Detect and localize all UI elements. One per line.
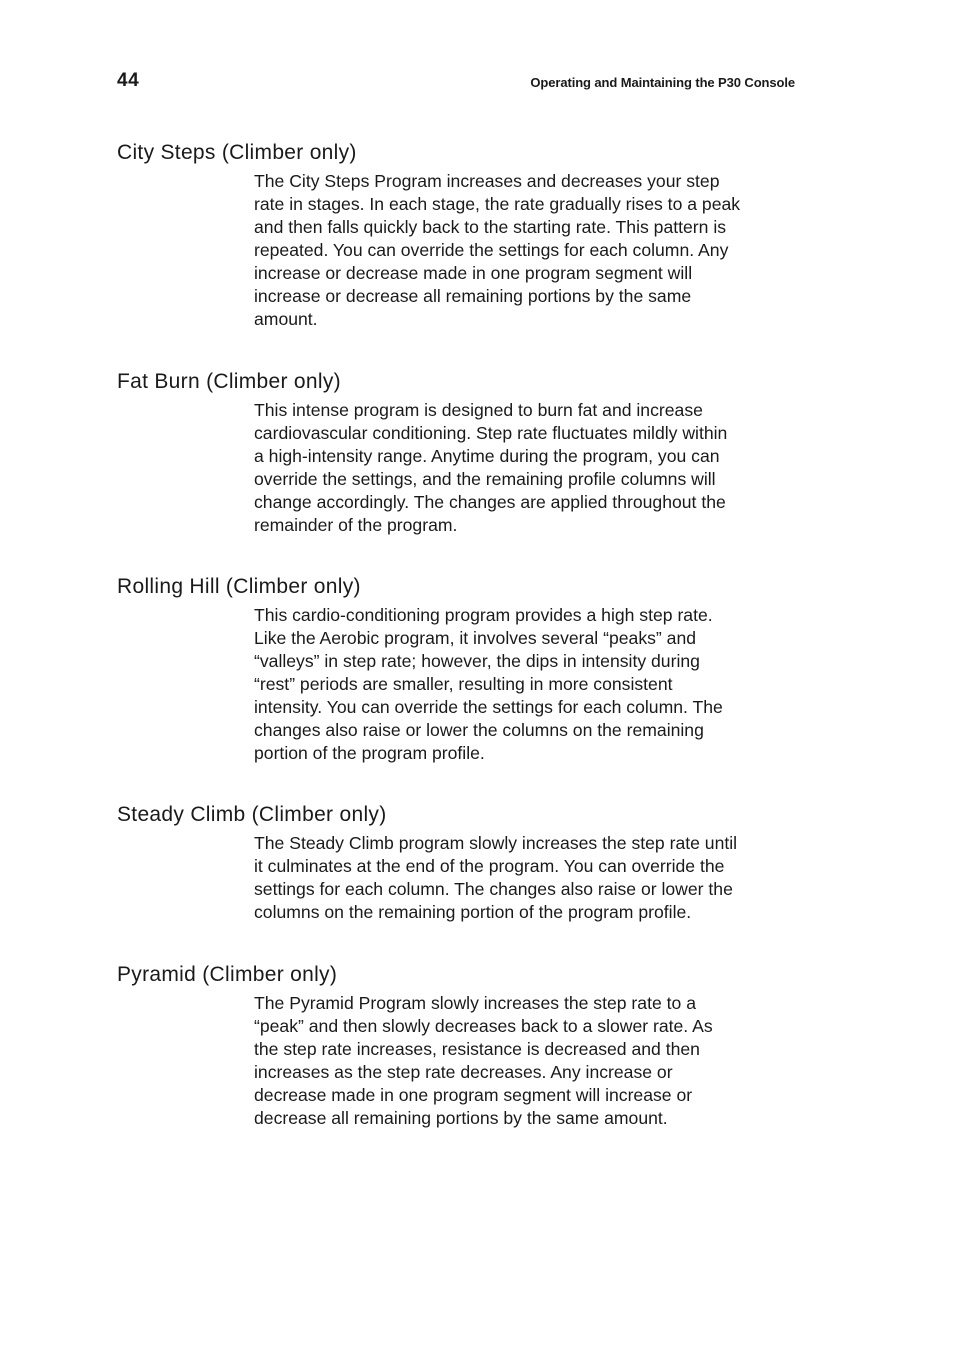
section-pyramid — [117, 962, 807, 1130]
body-line: remainder of the program. — [254, 515, 458, 535]
section-heading: City Steps (Climber only) — [117, 141, 357, 164]
body-line: increases as the step rate decreases. Any increase or — [254, 1062, 673, 1082]
body-line: “rest” periods are smaller, resulting in more consistent — [254, 674, 673, 694]
body-line: columns on the remaining portion of the program profile. — [254, 902, 692, 922]
body-line: The City Steps Program increases and decreases your step — [254, 171, 720, 191]
running-header: Operating and Maintaining the P30 Console — [530, 75, 795, 90]
body-line: change accordingly. The changes are applied throughout the — [254, 492, 726, 512]
body-line: it culminates at the end of the program. You can override the — [254, 856, 725, 876]
section-rolling-hill — [117, 574, 807, 765]
section-steady-climb — [117, 802, 807, 924]
body-line: portion of the program profile. — [254, 743, 485, 763]
body-line: decrease all remaining portions by the same amount. — [254, 1108, 668, 1128]
section-heading: Fat Burn (Climber only) — [117, 370, 341, 393]
body-line: and then falls quickly back to the starting rate. This pattern is — [254, 217, 727, 237]
body-line: rate in stages. In each stage, the rate gradually rises to a peak — [254, 194, 741, 214]
body-line: amount. — [254, 309, 318, 329]
body-line: This intense program is designed to burn fat and increase — [254, 400, 703, 420]
section-city-steps — [117, 140, 807, 331]
body-line: increase or decrease made in one program segment will — [254, 263, 693, 283]
body-line: override the settings, and the remaining profile columns will — [254, 469, 716, 489]
section-fat-burn — [117, 369, 807, 537]
body-line: “peak” and then slowly decreases back to a slower rate. As — [254, 1016, 713, 1036]
section-body — [254, 399, 799, 537]
body-line: “valleys” in step rate; however, the dips in intensity during — [254, 651, 700, 671]
body-line: increase or decrease all remaining portions by the same — [254, 286, 692, 306]
body-line: The Pyramid Program slowly increases the step rate to a — [254, 993, 696, 1013]
body-line: settings for each column. The changes also raise or lower the — [254, 879, 733, 899]
body-line: changes also raise or lower the columns on the remaining — [254, 720, 704, 740]
body-line: decrease made in one program segment will increase or — [254, 1085, 693, 1105]
section-heading: Rolling Hill (Climber only) — [117, 575, 361, 598]
section-body — [254, 832, 799, 924]
body-line: The Steady Climb program slowly increases the step rate until — [254, 833, 738, 853]
body-line: Like the Aerobic program, it involves several “peaks” and — [254, 628, 697, 648]
body-line: a high-intensity range. Anytime during the program, you can — [254, 446, 720, 466]
section-body — [254, 992, 799, 1130]
body-line: This cardio-conditioning program provides a high step rate. — [254, 605, 713, 625]
section-body — [254, 170, 799, 331]
body-line: cardiovascular conditioning. Step rate fluctuates mildly within — [254, 423, 728, 443]
section-heading: Pyramid (Climber only) — [117, 963, 338, 986]
body-line: repeated. You can override the settings for each column. Any — [254, 240, 729, 260]
body-line: intensity. You can override the settings for each column. The — [254, 697, 723, 717]
section-body — [254, 604, 799, 765]
body-line: the step rate increases, resistance is decreased and then — [254, 1039, 700, 1059]
section-heading: Steady Climb (Climber only) — [117, 803, 387, 826]
page-number: 44 — [117, 70, 140, 91]
